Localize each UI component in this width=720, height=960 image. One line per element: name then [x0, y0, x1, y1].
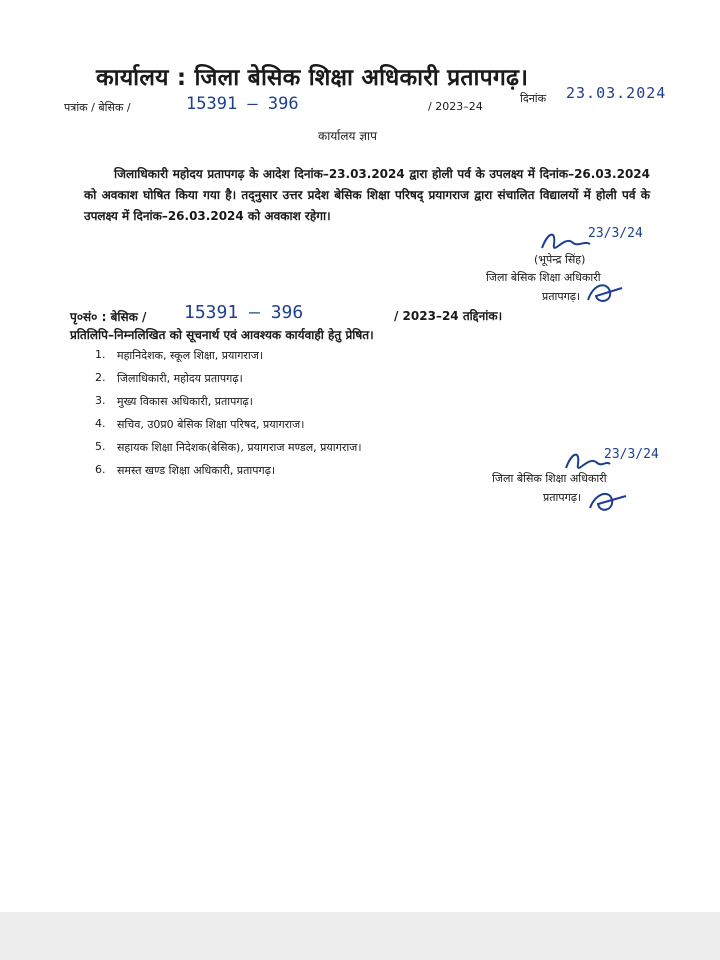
signatory-place-2: प्रतापगढ़। [543, 491, 582, 504]
endorsement-year-date: / 2023–24 तद्दिनांक। [394, 309, 503, 323]
signature1-date-handwritten: 23/3/24 [588, 226, 643, 241]
signatory-place: प्रतापगढ़। [542, 290, 581, 303]
list-item-text: मुख्य विकास अधिकारी, प्रतापगढ़। [117, 395, 253, 408]
signatory-title-2: जिला बेसिक शिक्षा अधिकारी [492, 472, 607, 485]
ref-number-handwritten: 15391 – 396 [186, 94, 299, 114]
list-item-text: जिलाधिकारी, महोदय प्रतापगढ़। [117, 372, 243, 385]
list-item [95, 394, 362, 417]
list-item-number: 5. [95, 440, 106, 453]
date-label: दिनांक [520, 92, 547, 105]
subject-heading: कार्यालय ज्ञाप [318, 129, 377, 143]
endorsement-label: पृ०सं० : बेसिक / [70, 310, 147, 324]
endorsement-ref-handwritten: 15391 – 396 [184, 302, 304, 323]
date-handwritten: 23.03.2024 [566, 84, 667, 102]
list-item-text: महानिदेशक, स्कूल शिक्षा, प्रयागराज। [117, 349, 264, 362]
list-item [95, 417, 362, 440]
list-item [95, 371, 362, 394]
copy-to-line: प्रतिलिपि–निम्नलिखित को सूचनार्थ एवं आवश्यक कार्यवाही हेतु प्रेषित। [70, 328, 374, 342]
ref-year: / 2023–24 [428, 100, 483, 113]
list-item-number: 4. [95, 417, 106, 430]
list-item [95, 463, 362, 486]
list-item-number: 2. [95, 371, 106, 384]
ref-label: पत्रांक / बेसिक / [64, 101, 131, 114]
office-title: कार्यालय : जिला बेसिक शिक्षा अधिकारी प्रतापगढ़। [96, 65, 529, 91]
list-item-number: 3. [95, 394, 106, 407]
list-item [95, 348, 362, 371]
viewer-footer-band [0, 912, 720, 960]
list-item-text: सचिव, उ0प्र0 बेसिक शिक्षा परिषद, प्रयागराज। [117, 418, 305, 431]
signature2-date-handwritten: 23/3/24 [604, 447, 659, 462]
list-item [95, 440, 362, 463]
list-item-text: सहायक शिक्षा निदेशक(बेसिक), प्रयागराज मण्डल, प्रयागराज। [117, 441, 362, 454]
list-item-number: 6. [95, 463, 106, 476]
signatory-name: (भूपेन्द्र सिंह) [534, 253, 586, 266]
body-paragraph: जिलाधिकारी महोदय प्रतापगढ़ के आदेश दिनांक–23.03.2024 द्वारा होली पर्व के उपलक्ष्य में दिनांक–26.03.2024 को अवकाश घोषित किया गया है। तद्नुसार उत्तर प्रदेश बेसिक शिक्षा परिषद् प्रयागराज द्वारा संचालित विद्यालयों में होली पर्व के उपलक्ष्य में दिनांक–26.03.2024 को अवकाश रहेगा। [84, 167, 650, 223]
copy-recipient-list [95, 348, 362, 486]
body-paragraph-block [84, 164, 650, 227]
list-item-number: 1. [95, 348, 106, 361]
signatory-title: जिला बेसिक शिक्षा अधिकारी [486, 271, 601, 284]
list-item-text: समस्त खण्ड शिक्षा अधिकारी, प्रतापगढ़। [117, 464, 276, 477]
